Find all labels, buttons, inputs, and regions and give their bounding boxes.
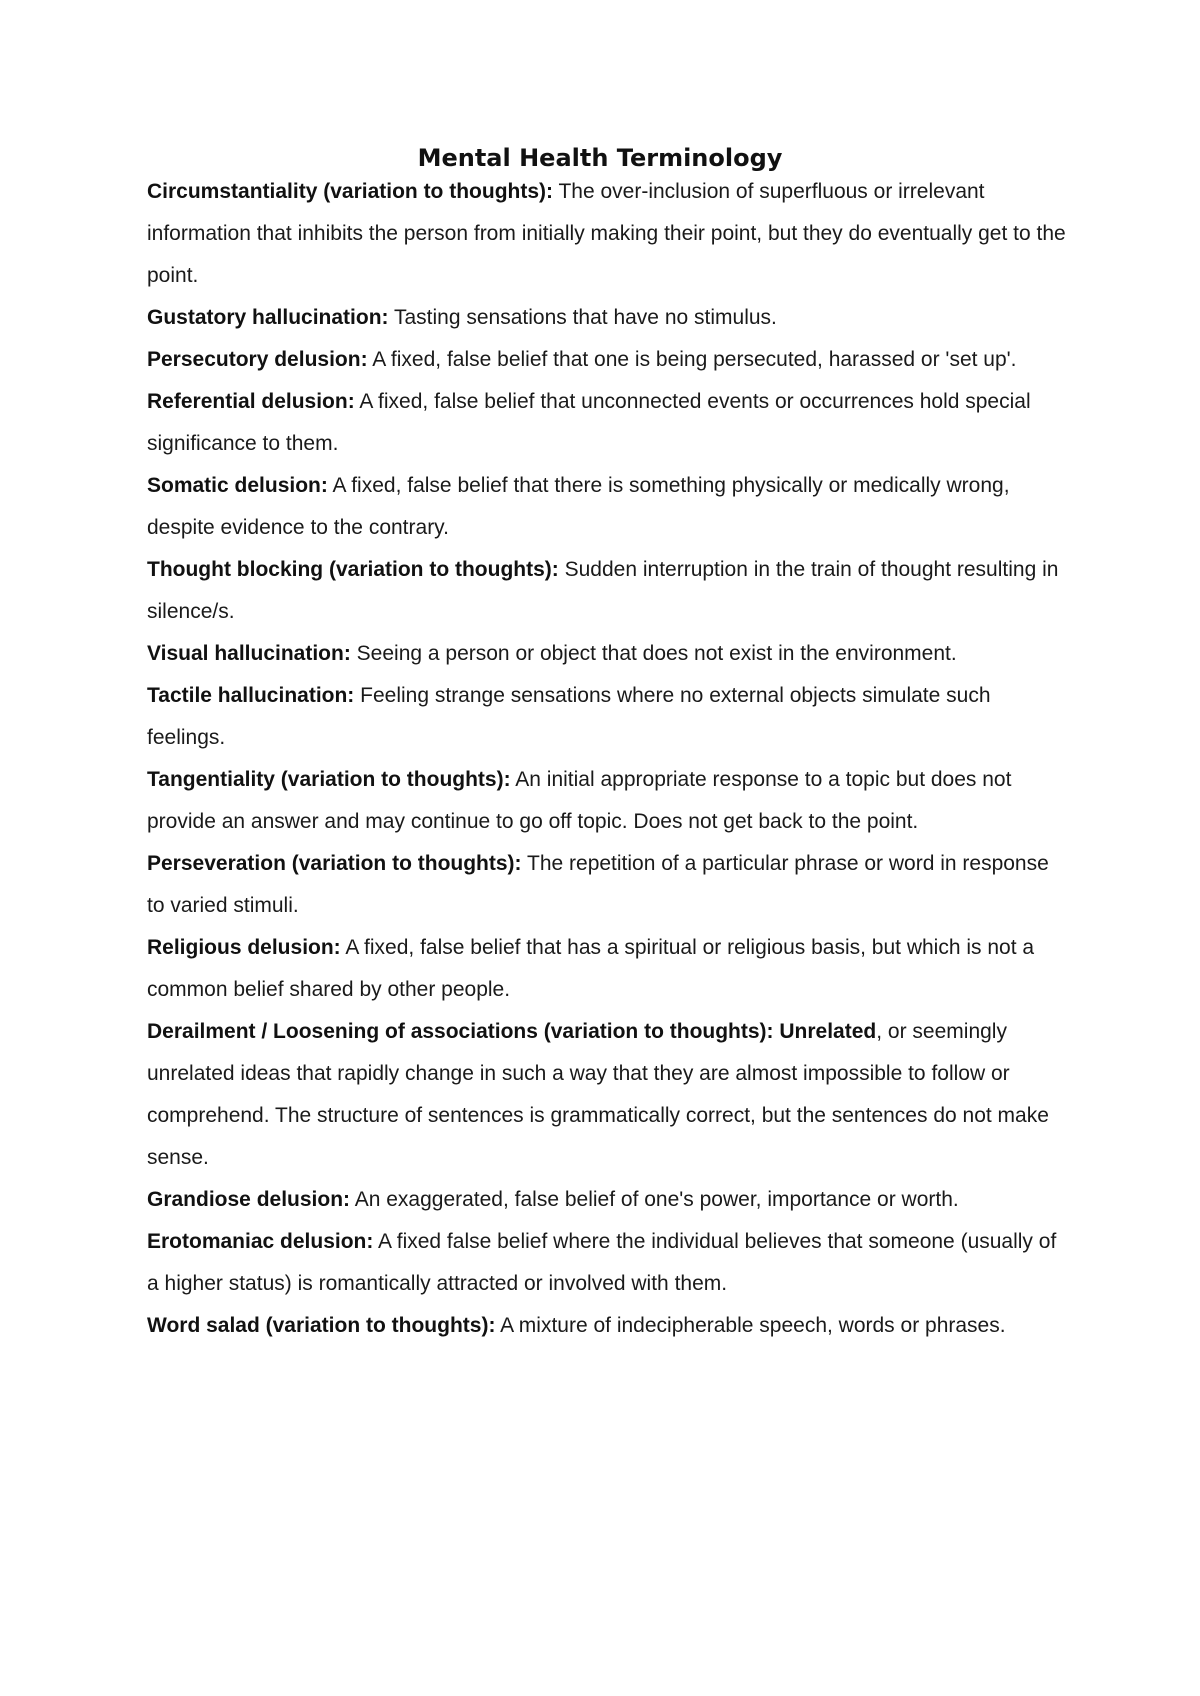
term-label: Tangentiality (variation to thoughts): xyxy=(147,768,511,791)
term-definition: Sudden interruption in the train of thought resulting in silence/s. xyxy=(147,558,1059,623)
term-label: Grandiose delusion: xyxy=(147,1188,351,1211)
term-entry xyxy=(147,465,1067,549)
term-entry xyxy=(147,339,1067,381)
term-definition: A fixed, false belief that there is something physically or medically wrong, despite evidence to the contrary. xyxy=(147,474,1010,539)
term-entry xyxy=(147,1221,1067,1305)
term-label: Circumstantiality (variation to thoughts): xyxy=(147,180,554,203)
term-label: Thought blocking (variation to thoughts): xyxy=(147,558,559,581)
term-definition: The over-inclusion of superfluous or irrelevant information that inhibits the person from initially making their point, but they do eventually get to the point. xyxy=(147,180,1066,287)
document-title: Mental Health Terminology xyxy=(417,144,783,172)
term-label: Persecutory delusion: xyxy=(147,348,368,371)
term-label: Somatic delusion: xyxy=(147,474,328,497)
term-entry xyxy=(147,1179,1067,1221)
term-label: Word salad (variation to thoughts): xyxy=(147,1314,496,1337)
term-definition: Seeing a person or object that does not exist in the environment. xyxy=(350,642,957,665)
term-entry xyxy=(147,633,1067,675)
term-label: Referential delusion: xyxy=(147,390,355,413)
term-definition: A fixed, false belief that unconnected events or occurrences hold special significance to them. xyxy=(147,390,1031,455)
term-entry xyxy=(147,297,1067,339)
term-definition: A mixture of indecipherable speech, words or phrases. xyxy=(495,1314,1006,1337)
term-definition: An initial appropriate response to a topic but does not provide an answer and may continue to go off topic. Does not get back to the point. xyxy=(147,768,1012,833)
term-entry xyxy=(147,927,1067,1011)
term-label: Erotomaniac delusion: xyxy=(147,1230,374,1253)
term-label: Perseveration (variation to thoughts): xyxy=(147,852,522,875)
term-entry xyxy=(147,759,1067,843)
term-entry xyxy=(147,1011,1067,1179)
term-entry xyxy=(147,171,1067,297)
term-label: Tactile hallucination: xyxy=(147,684,355,707)
term-definition: A fixed false belief where the individual believes that someone (usually of a higher status) is romantically attracted or involved with them. xyxy=(147,1230,1057,1295)
term-definition: A fixed, false belief that one is being persecuted, harassed or 'set up'. xyxy=(367,348,1017,371)
term-definition: Tasting sensations that have no stimulus. xyxy=(388,306,777,329)
term-definition: An exaggerated, false belief of one's power, importance or worth. xyxy=(350,1188,959,1211)
term-definition: Feeling strange sensations where no external objects simulate such feelings. xyxy=(147,684,991,749)
term-label: Religious delusion: xyxy=(147,936,341,959)
term-label: Visual hallucination: xyxy=(147,642,351,665)
term-entry xyxy=(147,675,1067,759)
term-definition: A fixed, false belief that has a spiritual or religious basis, but which is not a common belief shared by other people. xyxy=(147,936,1035,1001)
term-label: Derailment / Loosening of associations (variation to thoughts): Unrelated xyxy=(147,1020,877,1043)
term-entry xyxy=(147,1305,1067,1347)
term-entry xyxy=(147,549,1067,633)
term-entry xyxy=(147,381,1067,465)
term-label: Gustatory hallucination: xyxy=(147,306,389,329)
term-definition: , or seemingly unrelated ideas that rapidly change in such a way that they are almost impossible to follow or comprehend. The structure of sentences is grammatically correct, but the sentences do not make sense. xyxy=(147,1020,1049,1169)
term-entry xyxy=(147,843,1067,927)
term-definition: The repetition of a particular phrase or word in response to varied stimuli. xyxy=(147,852,1049,917)
terminology-list xyxy=(147,171,1067,1347)
